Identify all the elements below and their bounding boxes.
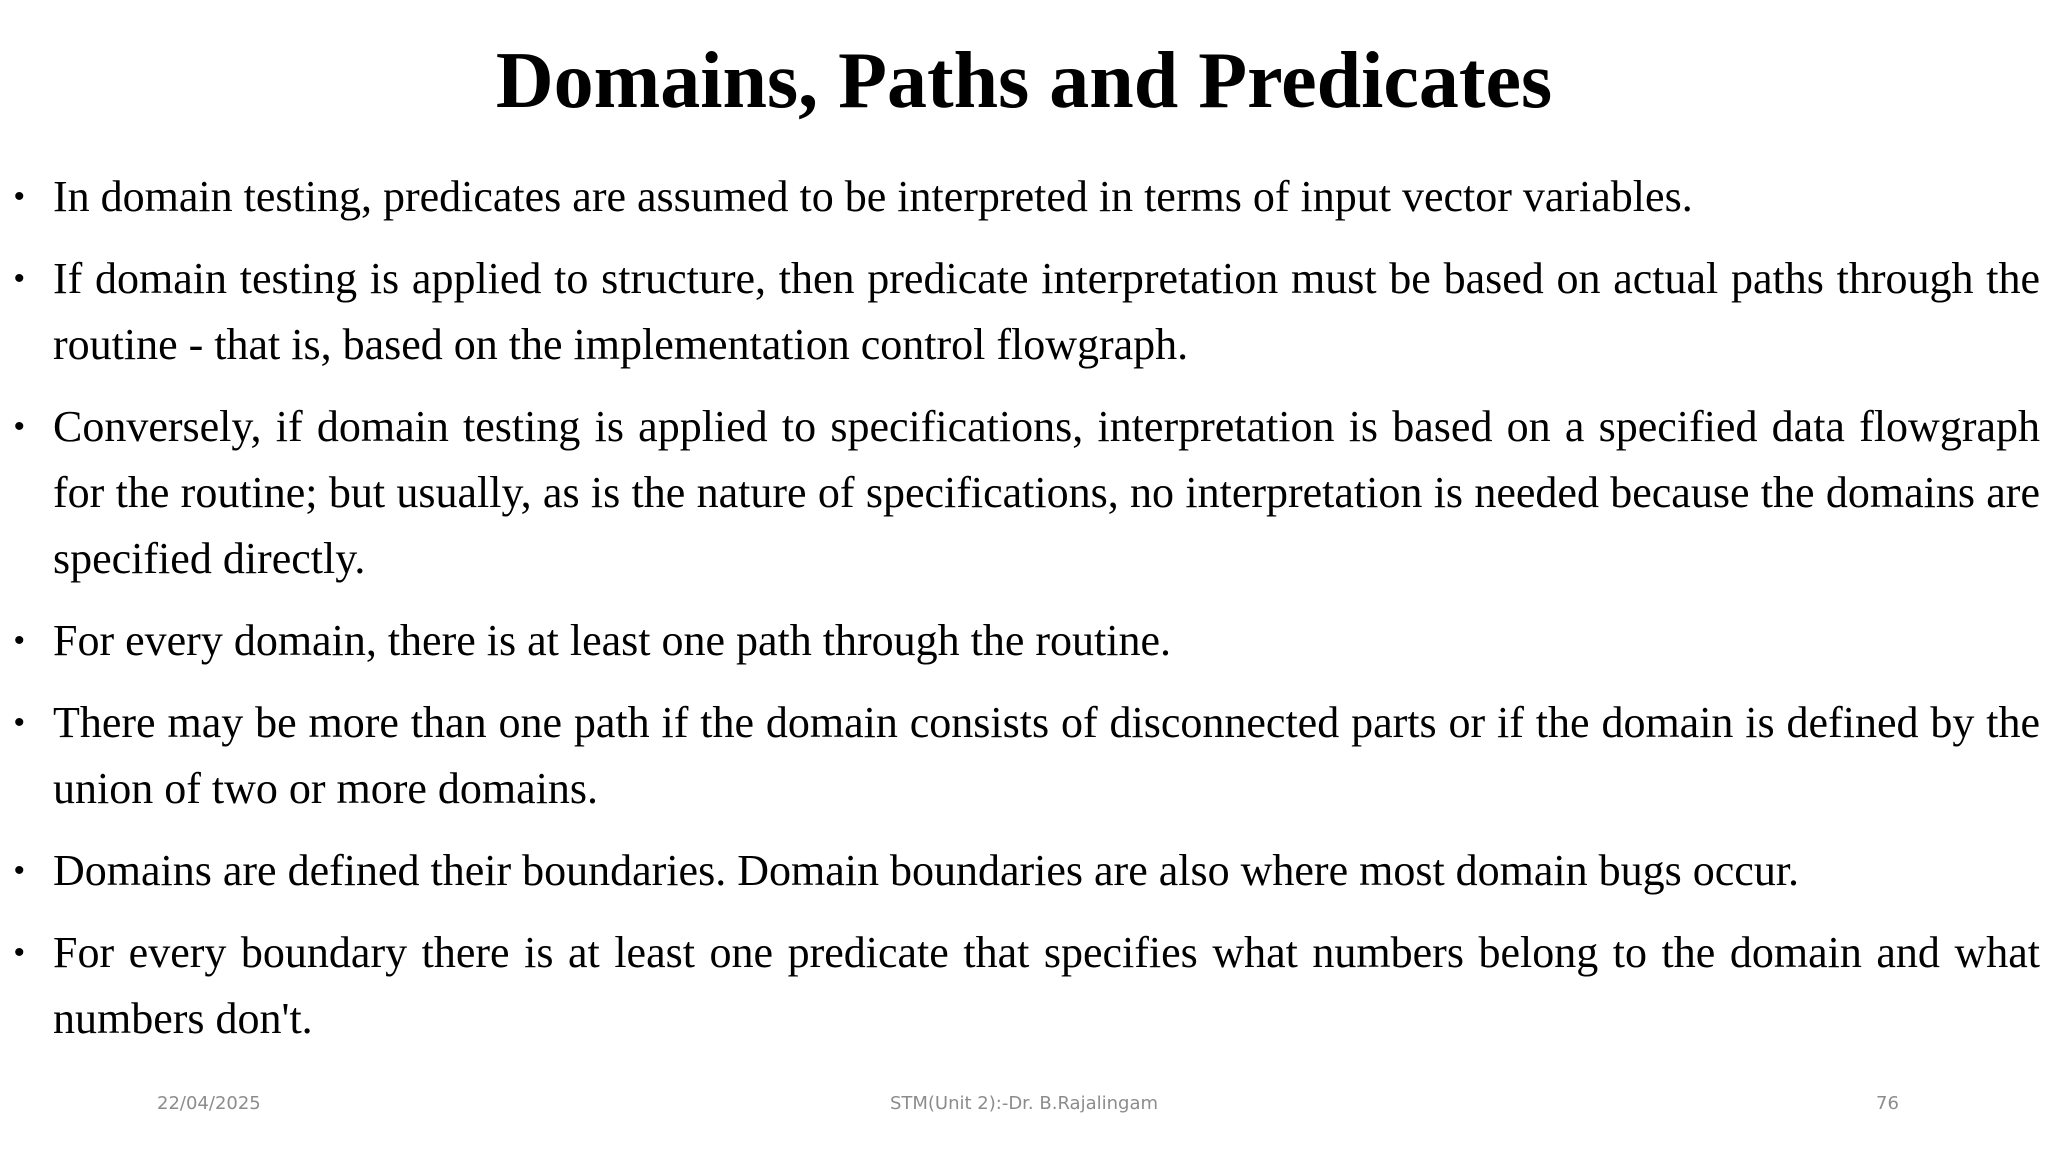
slide-title: Domains, Paths and Predicates <box>495 37 1553 125</box>
bullet-item <box>14 394 2040 592</box>
bullet-item <box>14 164 2040 230</box>
bullet-item <box>14 838 2040 904</box>
bullet-dot-icon: • <box>14 410 25 443</box>
bullet-dot-icon: • <box>14 936 25 969</box>
footer-page-number: 76 <box>1876 1093 1899 1114</box>
footer-author: STM(Unit 2):-Dr. B.Rajalingam <box>889 1093 1159 1114</box>
bullet-text: Domains are defined their boundaries. Domain boundaries are also where most domain bugs occur. <box>53 846 1800 895</box>
bullet-text: In domain testing, predicates are assumed to be interpreted in terms of input vector variables. <box>53 172 1693 221</box>
bullet-text: For every boundary there is at least one predicate that specifies what numbers belong to the domain and what numbers don't. <box>53 928 2040 1043</box>
bullet-item <box>14 246 2040 378</box>
bullet-dot-icon: • <box>14 854 25 887</box>
footer-date: 22/04/2025 <box>157 1093 261 1114</box>
bullet-dot-icon: • <box>14 180 25 213</box>
bullet-item <box>14 920 2040 1052</box>
bullet-text: For every domain, there is at least one path through the routine. <box>53 616 1172 665</box>
bullet-text: Conversely, if domain testing is applied to specifications, interpretation is based on a specified data flowgraph for the routine; but usually, as is the nature of specifications, no interpretation is needed because the domains are specified directly. <box>53 402 2040 583</box>
bullet-dot-icon: • <box>14 262 25 295</box>
bullet-text: If domain testing is applied to structure, then predicate interpretation must be based on actual paths through the routine - that is, based on the implementation control flowgraph. <box>53 254 2040 369</box>
bullet-dot-icon: • <box>14 624 25 657</box>
bullet-text: There may be more than one path if the domain consists of disconnected parts or if the domain is defined by the union of two or more domains. <box>53 698 2040 813</box>
bullet-dot-icon: • <box>14 706 25 739</box>
bullet-item <box>14 608 2040 674</box>
bullet-item <box>14 690 2040 822</box>
bullet-list <box>14 164 2040 1068</box>
